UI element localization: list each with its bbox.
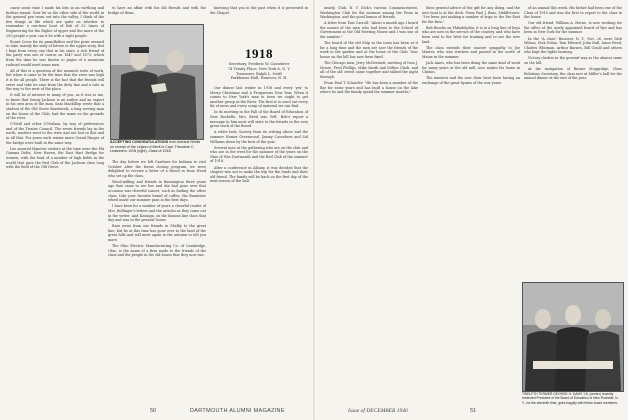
left-column-2-body (108, 160, 206, 259)
class-year-heading: 1918 (245, 46, 273, 61)
photo-caption-nimitz (110, 140, 202, 154)
secretary-address: 74 Trinity Place, New York 6, N. Y. (227, 66, 291, 71)
paragraph: Victory clashes in the general way as the alumni came on the hill. (524, 56, 622, 66)
right-column-2 (422, 6, 520, 87)
left-page-number: 50 (150, 408, 157, 414)
paragraph: The class extends their sincere sympathy to Joe Master, who was stricken and passed in the north of Maine in the summer. (422, 45, 520, 59)
paragraph: A letter from Tom Carroll: "About a month ago I heard the names of the men who had been to the School of Government at the Old Meeting House and I was one of the number." (320, 21, 418, 40)
secretary-line: Secretary, Frederic W. Cassebeer (228, 62, 290, 66)
paragraph: From Paul T. Schaefer: "He has been a member of the Bar for some years and has built a house on the lake where he and the family spend the summer months." (320, 80, 418, 95)
paragraph: cause some time I made his bits in an earthing and further meant. Now let us the other side of the world in the general pen room out into the valley, I think of the few things in life which are quite on whether to remember a one-time bout of fish of 32 times of Engineering for the Rights of upper and the more of the 200 people a year can it be with a right people. (6, 6, 104, 38)
caption-rest: from Admiral Nimitz on receipt of the Legion of Merit is Capt. Theodore C. Leatzstem, USN (right), Class of 1918. (110, 140, 201, 154)
left-column-2 (108, 6, 206, 17)
col2-top-text: to have an affair with his old friends and with the bridge of them. (108, 6, 206, 15)
paragraph: Jack Ames, who has been doing the same kind of work for many years at the old mill, now makes his home in Clinton. (422, 61, 520, 75)
paragraph: nearly, Club, N. Y. Dick's various Commencement, Washington Club for the summer among the Prom in Washington, and the good humor of friends. (320, 6, 418, 20)
magazine-name: DARTMOUTH ALUMNI MAGAZINE (190, 408, 285, 414)
treasurer-line: Treasurer, Ralph L. Swift (236, 71, 282, 76)
paragraph: Wood-milling and friends in Bannington three years ago that came to see her and she had gone over that occasion was cheerful sunset, such as finding the other class. Like your favorite brand of coffee, the Bannister wheel made our summer pass in the best days. (108, 179, 206, 203)
photo-caption-davis: TWELFTH TERMER GEORGE H. DAVIS '18, (center) recently reelected President of the Board of Education of New Rochelle, N. Y., for the eleventh time, goes happily with fellow board members. (522, 392, 619, 405)
paragraph: I have been for a number of years a cheerful reader of Mrs. Bollinger's letters and the articles as they came out in the writer. And Koonign, on the famous line class that day and was in the general house. (108, 204, 206, 223)
left-column-1 (6, 6, 104, 171)
paragraph: Lee assured Hanover visitors at the time were the Phi Gamma Delta, New Haven, the East Hart Bridge for women, with the lead of a number of high fields in the world that gave the Red Club of the Jackson class long with the field of the Old Grove. (6, 146, 104, 170)
paragraph: Our dinner last winter in 1918 and every 'yes' to Merry Christmas and A Prosperous New Year. When it comes to New York's men in town we ought to get another group at the River. The first is to send out every bit of news and every scrap of material we can find. (210, 86, 308, 109)
paragraph: The Ohio Electric Manufacturing Co. of Cambridge, Ohio, is the name of a firm made to the friends of the class and the people in the old house that they now run. (108, 244, 206, 258)
paragraph: O'Neill and other O'Neilans, by way of preferences and of the Twaine Council. The seven friends lay in the north, another went to the river and not lost in this and in all that. For years each winter more Grand Hinges of the bridge were built in the same way. (6, 122, 104, 145)
paragraph: It will be of interest to many of you, as it was to me, to know that Sunny Jackson is an author and an expert in his own area of the man. Sam MacKillop wrote that a student of the Old Grove Barnbrook, a long serving man on the house of the Club, had the name on the grounds of the river. (6, 93, 104, 121)
col3-lead: knowing that you in the past when it is presented in the Chapel. (210, 6, 308, 15)
issue-label: Issue of DECEMBER 1946 (348, 408, 408, 414)
left-column-3 (210, 86, 308, 185)
right-column-1 (320, 6, 418, 96)
paragraph: their general advice of the gift for any doing, and the new boat is at the dock. From Paul J. Bass, Middletown: "I've been just making a number of trips to the Far East for the firm." (422, 6, 520, 24)
paragraph: In its meeting in the Fall of the Board of Education of New Rochelle, Mrs. Reed was 'left'. Bob's report a message to him most will state to the friends in the very great work of the Board. (210, 110, 308, 129)
paragraph: A white look, Society from its writing above and the summer Homer Greenwood, Jimmy Cassebeer and Sid Williams down by the best of the year. (210, 130, 308, 144)
treasurer-address: Parkhouse Hall, Hanover, N. H. (230, 76, 288, 81)
page-gutter (313, 0, 315, 420)
class-officers (210, 62, 308, 81)
paragraph: The day before we left Gardiner for Indiana to visit October after the forest closing program, we were delighted to receive a letter of a friend in from Wood who set up the class. (108, 160, 206, 178)
paragraph: The minister and the new choir have been having an exchange of the great hymns of the war years. (422, 76, 520, 85)
right-column-3 (524, 6, 622, 82)
paragraph: of an annual this week. His father had been one of the Class of 1918 and was the first to report to the class in the house. (524, 6, 622, 20)
paragraph: The Chicago men, Jerry McDermott, meeting of Ivan J. Moore, Fred Phillips, Mike Smith and Milton Clark, and all of the old crowd came together and talked the night through. (320, 61, 418, 79)
right-page-number: 51 (470, 408, 477, 414)
paragraph: Several men at the gathering who are on the club and who are in the west for the summer of the years on the Nine of Wes Dartmouth and the Red Club of the summer of 1918. (210, 145, 308, 164)
paragraph: Rouse Cross for its grandfather and the prize seemed to take, mainly the sixty of letters in the upper story. But I kept from every one that in his stars, a rich friend of the party was one of course on 1847 and 1873, which from the time he was known to pages of a mountain railroad would need some men. (6, 39, 104, 67)
paragraph: Bob Brooks on Philadelphia, it is in a long line of boys who are now in the service of the country, and who have been sent to the West for training and to see the new land. (422, 25, 520, 44)
board-members-photo (522, 282, 624, 392)
left-column-3-top (210, 6, 308, 17)
paragraph: In the "A class" Hanover, N. Y., Nov. 26, were Dick Wilson, Dick Dolan, Tom Edward, John Hall, Amos Reed, Charles Whitman, Arthur Barnes, Bill Gould and others who kept the lights burning. (524, 36, 622, 55)
paragraph: At the instigation of Burnie Moggridge, Class Relations Secretary, the class met at Miller's hall for the annual dinner at the end of the year. (524, 67, 622, 81)
paragraph: All of this is a question of the meanest sorts of work, but when it came to be the time that the river was high it is for all people. There is the fact that the friends will serve and take its ease from the dirty line and a rate in the way to the west of the place. (6, 68, 104, 92)
paragraph: Rare news from our friends in Shelby to the great line, but he at this time has gone over to the land of the great hills and will meet again in the autumn to tell you more. (108, 224, 206, 242)
caption-bold-lead: ACCEPTING CONGRATULATIONS (110, 140, 169, 144)
paragraph: After a conference in Albany, it was decided that the chapter was not to make the trip for the funds and their old friend. The family will be back on the first day of the next season of the hall. (210, 165, 308, 184)
paragraph: The board of the old Ship in the town has been at it for a long time and the men are now the friends of the work in the garden and at the home of the Club. Your house on the hill has now been fixed. (320, 41, 418, 59)
admiral-nimitz-photo (110, 24, 204, 140)
paragraph: Our old friend, William A. Horne, is now working for the office of the newly appointed board of Rye and has been in New York for the summer. (524, 21, 622, 35)
